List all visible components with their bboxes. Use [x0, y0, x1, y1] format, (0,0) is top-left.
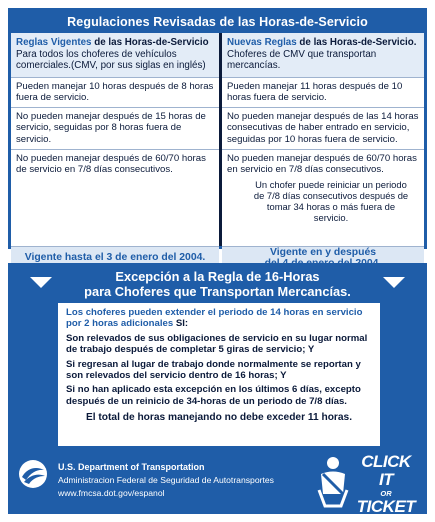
new-rules-heading-rest: de las Horas-de-Servicio.	[296, 37, 417, 48]
seatbelt-person-icon	[313, 454, 353, 508]
new-rule-row-group	[222, 149, 424, 246]
exception-title-line2: para Choferes que Transportan Mercancías.	[84, 284, 351, 299]
new-rule-row: No pueden manejar después de 60/70 horas en servicio en 7/8 días consecutivos.	[227, 153, 417, 176]
rules-columns	[11, 33, 424, 263]
current-rules-header	[11, 33, 219, 77]
exception-item: Si no han aplicado esta excepción en los últimos 6 días, excepto después de un reinicio de 34-horas de un periodo de 7/8 días.	[66, 384, 361, 407]
exception-card	[8, 263, 427, 514]
reset-note: Un chofer puede reiniciar un periodo de 7/8 días consecutivos después de tomar 34 horas o más fuera de servicio.	[253, 178, 409, 224]
dept-name: U.S. Department of Transportation	[58, 462, 205, 472]
rules-card-title: Regulaciones Revisadas de las Horas-de-Servicio	[11, 11, 424, 33]
new-rule-row: No pueden manejar después de las 14 horas consecutivas de haber entrado en servicio, seguidas por 10 horas fuera de servicio.	[222, 107, 424, 149]
current-rule-row: No pueden manejar después de 15 horas de servicio, seguidas por 8 horas fuera de servicio.	[11, 107, 219, 149]
agency-name: Administracion Federal de Seguridad de Autotransportes	[58, 475, 274, 485]
dot-logo-icon	[18, 459, 48, 489]
exception-item: Son relevados de sus obligaciones de servicio en su lugar normal de trabajo después de completar 5 giras de servicio; Y	[66, 332, 368, 356]
current-rules-heading-rest: de las Horas-de-Servicio	[91, 37, 209, 48]
exception-title-line1: Excepción a la Regla de 16-Horas	[115, 269, 320, 284]
current-valid-until: Vigente hasta el 3 de enero del 2004.	[11, 246, 219, 268]
exception-lead-text: Los choferes pueden extender el periodo de 14 horas en servicio por 2 horas adicionales	[66, 307, 363, 330]
cit-or: OR	[380, 489, 392, 498]
exception-title	[8, 269, 427, 299]
exception-lead	[66, 307, 372, 330]
current-rule-row: No pueden manejar después de 60/70 horas de servicio en 7/8 días consecutivos.	[11, 149, 219, 246]
cit-text	[355, 453, 417, 516]
rules-card	[8, 8, 427, 263]
new-rules-heading: Nuevas Reglas	[227, 37, 297, 48]
current-rule-row: Pueden manejar 10 horas después de 8 horas fuera de servicio.	[11, 77, 219, 107]
cit-bottom: TICKET	[356, 497, 416, 516]
cit-top: CLICK IT	[361, 452, 411, 489]
current-rules-heading: Reglas Vigentes	[16, 37, 92, 48]
dept-info	[58, 461, 274, 500]
new-valid-line1: Vigente en y después	[269, 247, 377, 258]
current-rules-scope: Para todos los choferes de vehículos comerciales.(CMV, por sus siglas en inglés)	[16, 48, 206, 71]
new-rules-header	[222, 33, 424, 77]
exception-box	[58, 303, 380, 446]
new-rules-scope: Choferes de CMV que transportan mercancías.	[227, 48, 377, 71]
click-it-or-ticket-logo	[313, 452, 417, 516]
new-rule-row: Pueden manejar 11 horas después de 10 horas fuera de servicio.	[222, 77, 424, 107]
footer	[8, 449, 427, 514]
exception-lead-si: SI:	[175, 318, 189, 330]
agency-url[interactable]: www.fmcsa.dot.gov/espanol	[58, 488, 165, 498]
exception-item: Si regresan al lugar de trabajo donde normalmente se reportan y son relevados del servicio dentro de 16 horas; Y	[66, 358, 361, 382]
exception-total: El total de horas manejando no debe exceder 11 horas.	[85, 412, 353, 424]
